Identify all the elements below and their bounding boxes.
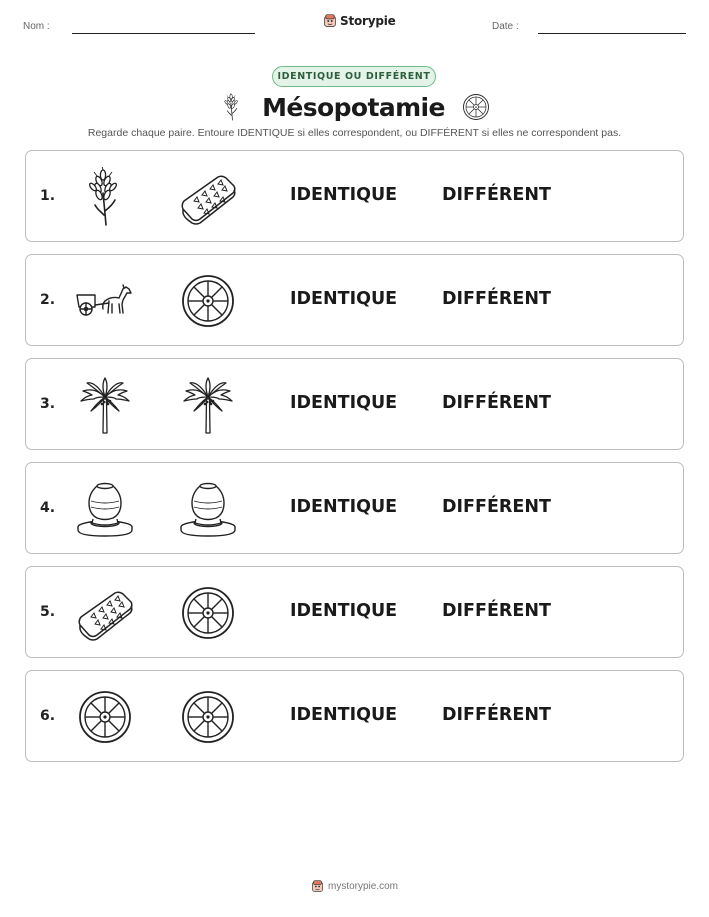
name-label: Nom :: [23, 21, 50, 32]
date-field[interactable]: [538, 33, 686, 34]
pottery-wheel-icon: [178, 479, 238, 539]
clay-tablet-icon: [75, 583, 135, 643]
question-number: 2.: [40, 292, 56, 308]
palm-tree-icon: [75, 375, 135, 435]
footer-url[interactable]: mystorypie.com: [327, 881, 398, 892]
clay-tablet-icon: [178, 167, 238, 227]
wheel-icon: [178, 271, 238, 331]
identique-option[interactable]: IDENTIQUE: [290, 601, 398, 621]
identique-option[interactable]: IDENTIQUE: [290, 705, 398, 725]
question-number: 5.: [40, 604, 56, 620]
different-option[interactable]: DIFFÉRENT: [442, 705, 551, 725]
footer: [0, 879, 709, 894]
identique-option[interactable]: IDENTIQUE: [290, 185, 398, 205]
different-option[interactable]: DIFFÉRENT: [442, 601, 551, 621]
question-row-3: [25, 358, 684, 450]
different-option[interactable]: DIFFÉRENT: [442, 289, 551, 309]
different-option[interactable]: DIFFÉRENT: [442, 185, 551, 205]
question-number: 1.: [40, 188, 56, 204]
horse-cart-icon: [75, 271, 135, 331]
different-option[interactable]: DIFFÉRENT: [442, 393, 551, 413]
name-field[interactable]: [72, 33, 255, 34]
brand-name: Storypie: [340, 14, 396, 28]
wheel-icon: [178, 583, 238, 643]
title-row: [0, 89, 709, 125]
question-number: 6.: [40, 708, 56, 724]
question-row-1: [25, 150, 684, 242]
storypie-icon: [323, 13, 337, 29]
worksheet-type-badge: IDENTIQUE OU DIFFÉRENT: [272, 66, 436, 87]
different-option[interactable]: DIFFÉRENT: [442, 497, 551, 517]
instructions: Regarde chaque paire. Entoure IDENTIQUE si elles correspondent, ou DIFFÉRENT si elles ne correspondent pas.: [87, 127, 622, 139]
question-row-2: [25, 254, 684, 346]
identique-option[interactable]: IDENTIQUE: [290, 393, 398, 413]
wheat-icon: [218, 90, 246, 124]
wheat-icon: [75, 167, 135, 227]
wheel-icon: [461, 92, 491, 122]
wheel-icon: [178, 687, 238, 747]
question-number: 3.: [40, 396, 56, 412]
wheel-icon: [75, 687, 135, 747]
identique-option[interactable]: IDENTIQUE: [290, 289, 398, 309]
date-label: Date :: [492, 21, 519, 32]
pottery-wheel-icon: [75, 479, 135, 539]
page-title: Mésopotamie: [262, 92, 445, 122]
identique-option[interactable]: IDENTIQUE: [290, 497, 398, 517]
question-number: 4.: [40, 500, 56, 516]
palm-tree-icon: [178, 375, 238, 435]
storypie-logo: [323, 13, 396, 29]
question-row-4: [25, 462, 684, 554]
question-row-5: [25, 566, 684, 658]
storypie-icon: [311, 879, 324, 894]
question-row-6: [25, 670, 684, 762]
